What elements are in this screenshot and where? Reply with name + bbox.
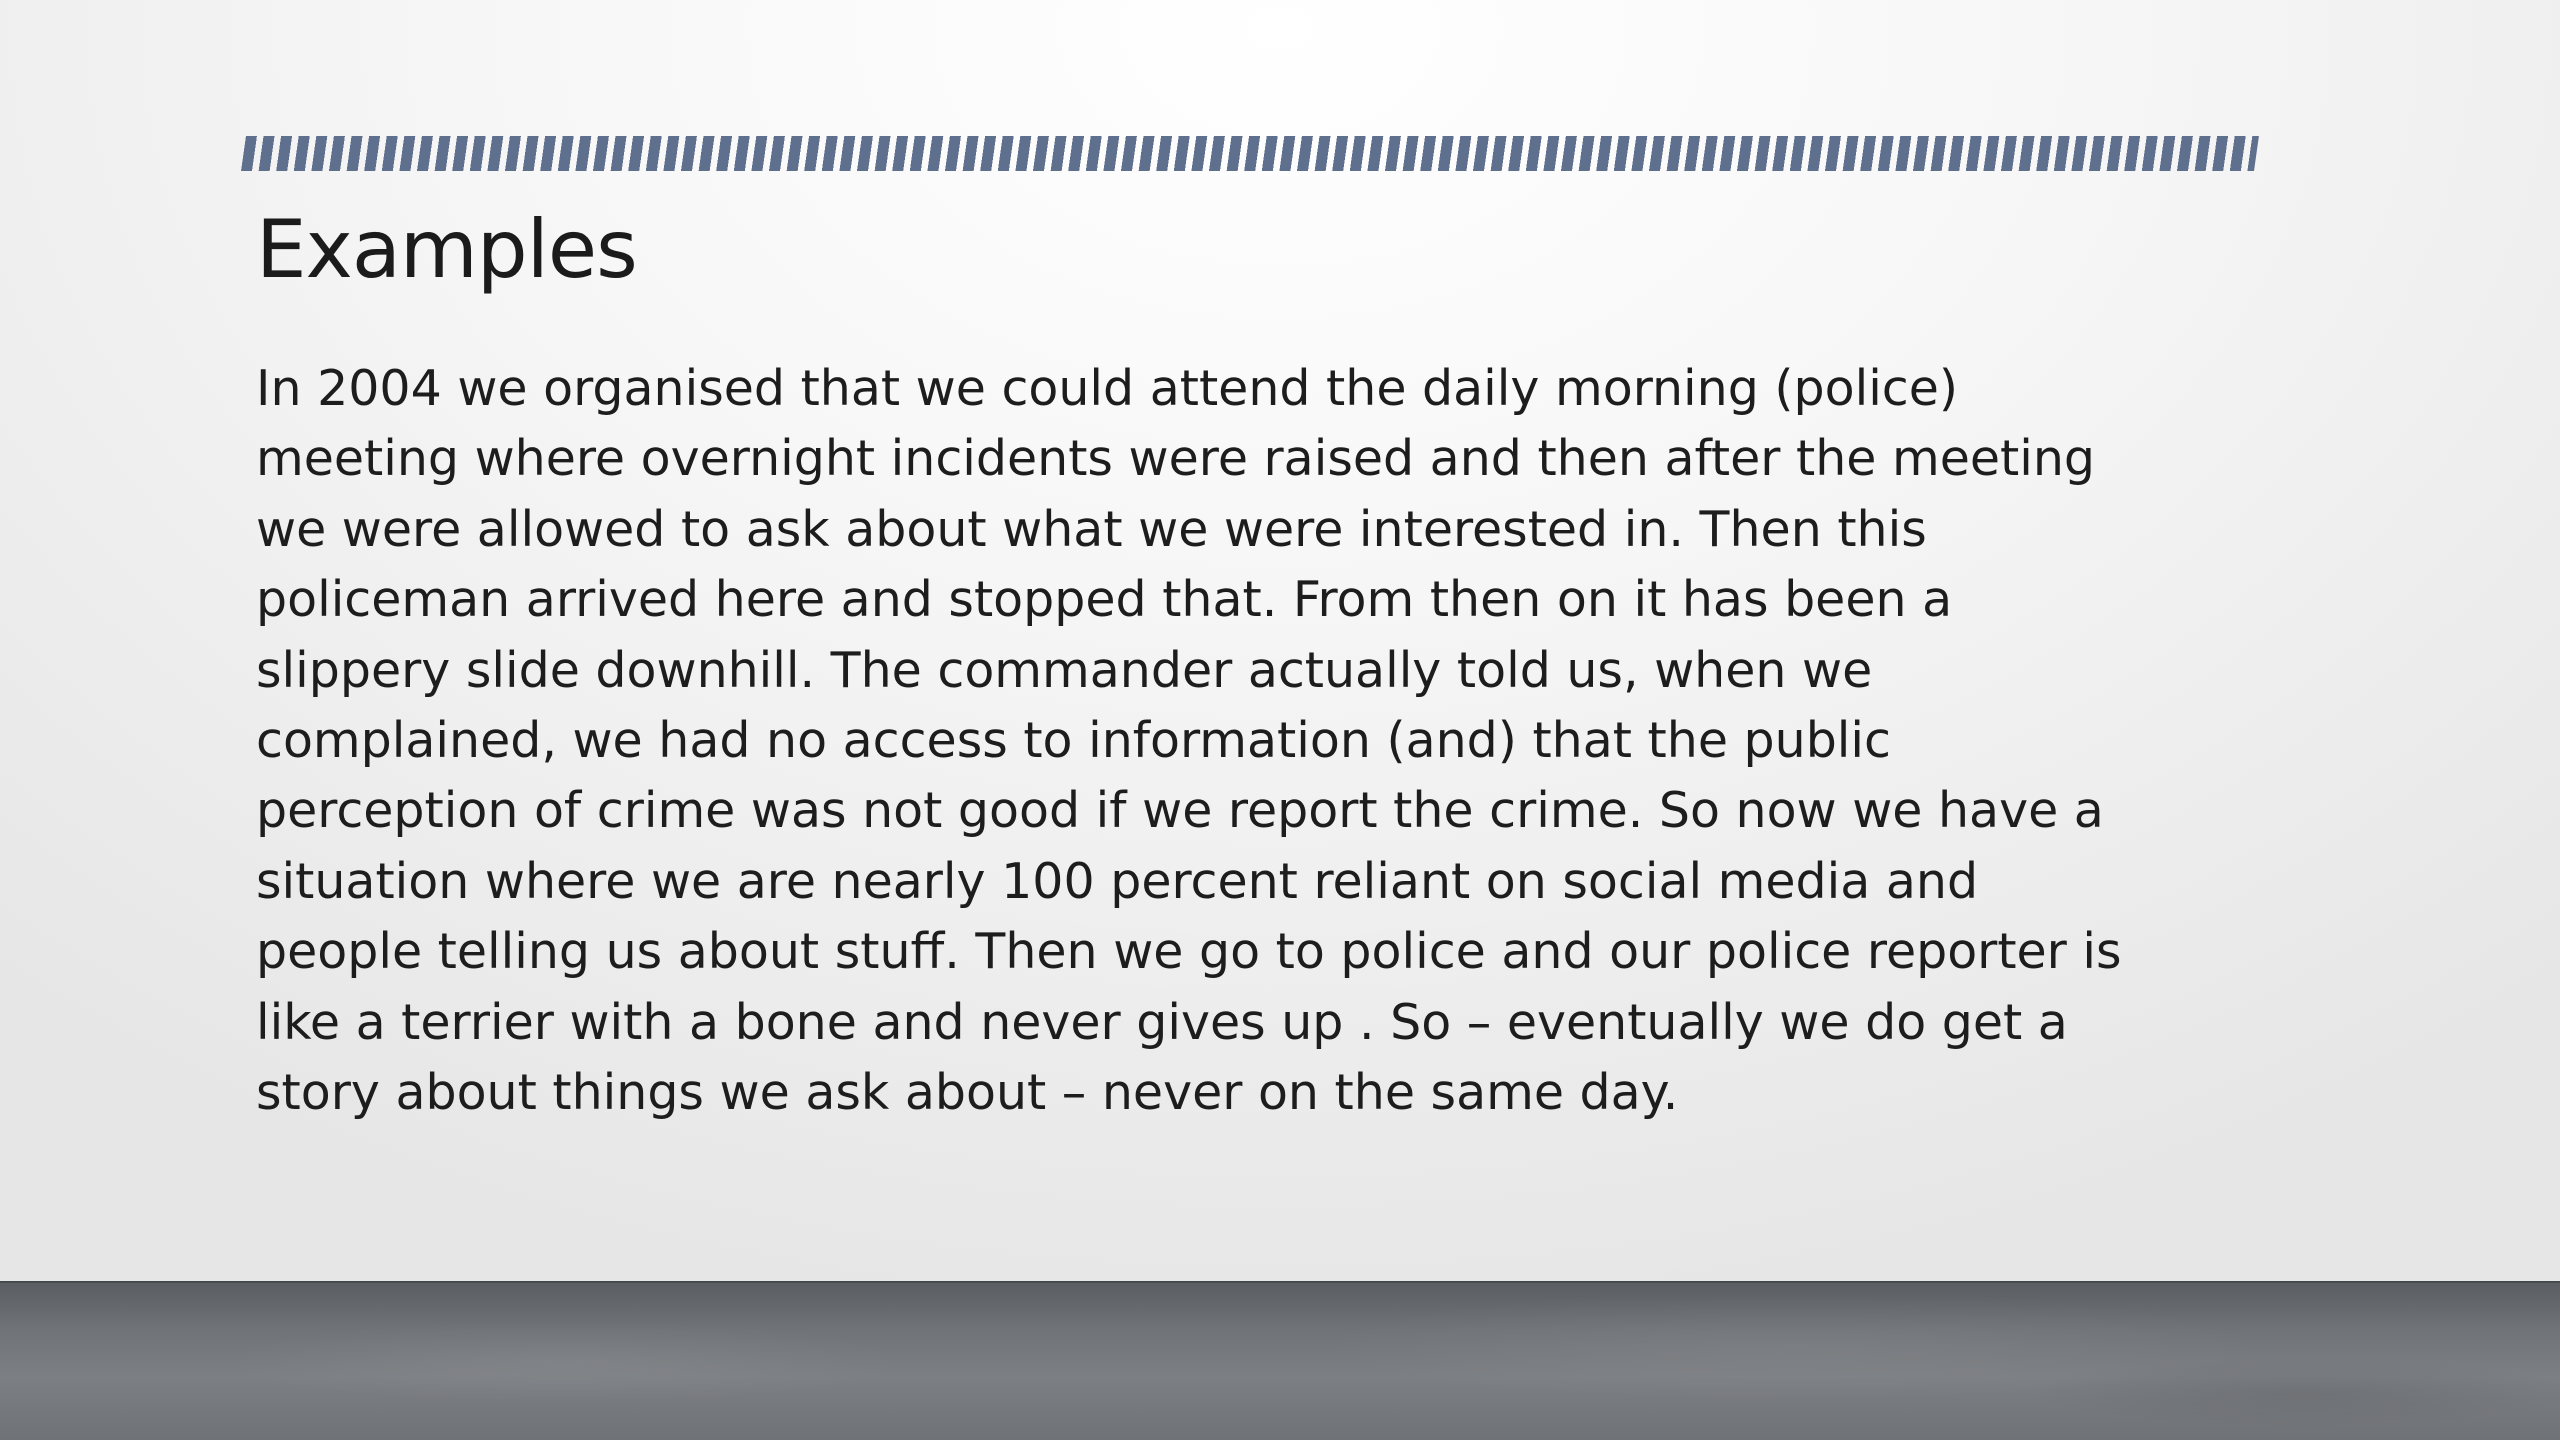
body-line: perception of crime was not good if we report the crime. So now we have a	[256, 782, 2104, 840]
decorative-stripe-bar	[241, 136, 2259, 171]
body-line: complained, we had no access to information (and) that the public	[256, 712, 1891, 770]
concrete-floor-background	[0, 1283, 2560, 1440]
slide-body	[256, 354, 2256, 1128]
body-line: like a terrier with a bone and never gives up . So – eventually we do get a	[256, 993, 2068, 1051]
body-line: meeting where overnight incidents were raised and then after the meeting	[256, 430, 2095, 488]
body-line: In 2004 we organised that we could attend the daily morning (police)	[256, 360, 1959, 417]
body-line: policeman arrived here and stopped that. From then on it has been a	[256, 571, 1953, 629]
body-line: people telling us about stuff. Then we go to police and our police reporter is	[256, 923, 2122, 981]
body-line: slippery slide downhill. The commander actually told us, when we	[256, 641, 1873, 699]
slide-title: Examples	[256, 203, 637, 296]
body-line: story about things we ask about – never on the same day.	[256, 1064, 1679, 1122]
body-line: we were allowed to ask about what we were interested in. Then this	[256, 500, 1927, 558]
body-line: situation where we are nearly 100 percent reliant on social media and	[256, 852, 1979, 910]
